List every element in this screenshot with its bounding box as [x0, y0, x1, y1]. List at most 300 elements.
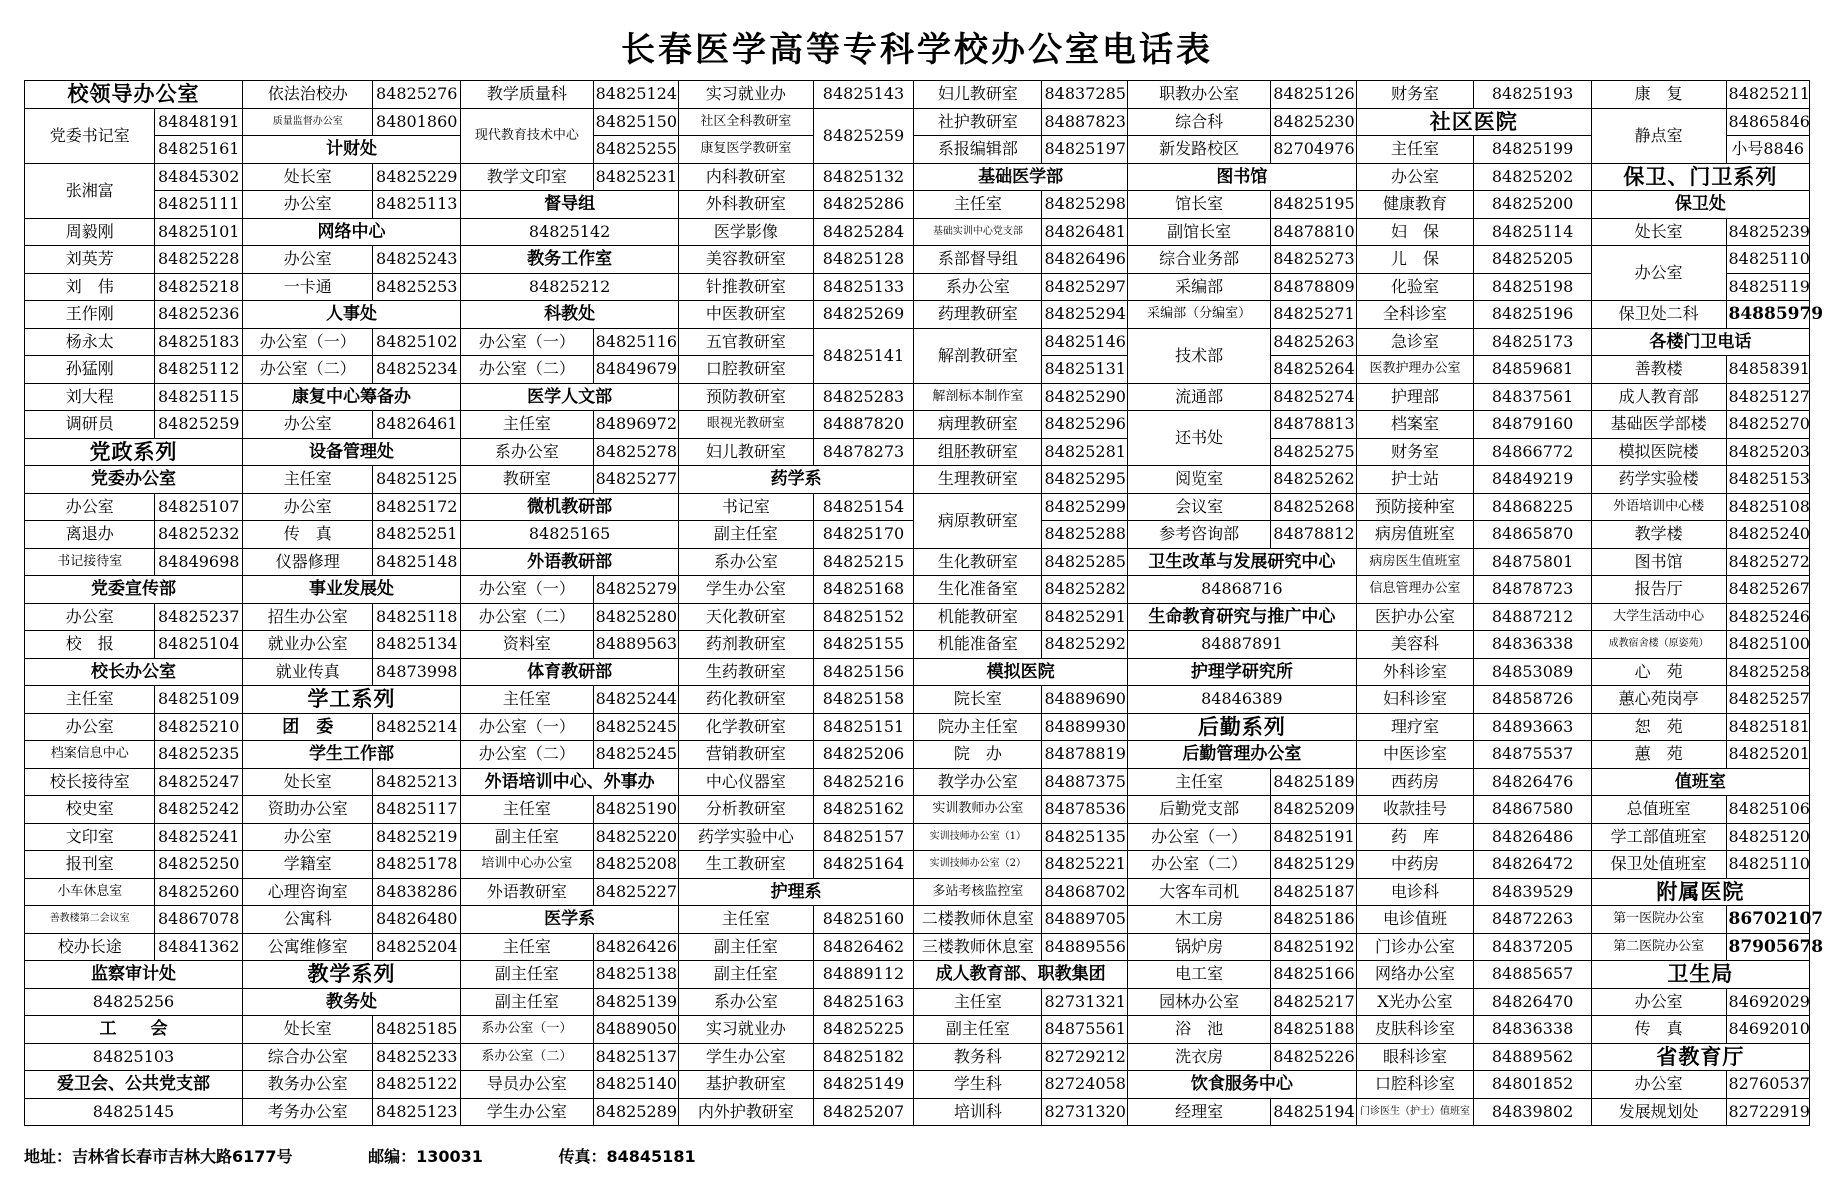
- table-cell: 84825296: [1042, 411, 1128, 439]
- table-cell: 馆长室: [1127, 191, 1270, 219]
- table-cell: 84875801: [1474, 548, 1592, 576]
- table-cell: 84868225: [1474, 493, 1592, 521]
- table-cell: 学生办公室: [679, 1043, 814, 1071]
- table-cell: 84825206: [813, 741, 913, 769]
- table-cell: 基护教研室: [679, 1071, 814, 1099]
- table-cell: 收款挂号: [1356, 796, 1474, 824]
- table-cell: 眼科诊室: [1356, 1043, 1474, 1071]
- table-cell: 办公室: [25, 713, 155, 741]
- table-cell: 学生科: [914, 1071, 1042, 1099]
- table-cell: 84865846: [1726, 108, 1810, 136]
- table-cell: 84826481: [1042, 218, 1128, 246]
- table-cell: 园林办公室: [1127, 988, 1270, 1016]
- table-cell: 病原教研室: [914, 493, 1042, 548]
- table-cell: 病房医生值班室: [1356, 548, 1474, 576]
- table-cell: 84868716: [1127, 576, 1356, 604]
- table-cell: 主任室: [914, 191, 1042, 219]
- table-cell: 实习就业办: [679, 1016, 814, 1044]
- table-cell: 84825241: [155, 823, 243, 851]
- table-cell: 84825140: [593, 1071, 679, 1099]
- table-cell: 预防教研室: [679, 383, 814, 411]
- table-cell: 办公室: [243, 411, 373, 439]
- table-cell: 84825173: [1474, 328, 1592, 356]
- table-cell: 传 真: [243, 521, 373, 549]
- table-cell: 主任室: [461, 686, 594, 714]
- table-cell: 公寓科: [243, 906, 373, 934]
- table-cell: 84825212: [461, 273, 679, 301]
- table-cell: 处长室: [243, 163, 373, 191]
- table-cell: 全科诊室: [1356, 301, 1474, 329]
- table-cell: 校办长途: [25, 933, 155, 961]
- table-row: [25, 576, 1810, 604]
- table-cell: 84825272: [1726, 548, 1810, 576]
- table-cell: 系办公室: [679, 548, 814, 576]
- table-cell: 84825299: [1042, 493, 1128, 521]
- table-cell: 处长室: [243, 1016, 373, 1044]
- table-cell: 教学文印室: [461, 163, 594, 191]
- table-cell: 84825157: [813, 823, 913, 851]
- table-cell: 84825277: [593, 466, 679, 494]
- table-cell: 杨永太: [25, 328, 155, 356]
- table-cell: 张湘富: [25, 163, 155, 218]
- table-cell: 公寓维修室: [243, 933, 373, 961]
- table-cell: 84896972: [593, 411, 679, 439]
- table-row: [25, 411, 1810, 439]
- table-row: [25, 796, 1810, 824]
- table-cell: 教学办公室: [914, 768, 1042, 796]
- table-cell: 医学系: [461, 906, 679, 934]
- table-cell: 理疗室: [1356, 713, 1474, 741]
- table-cell: 社区医院: [1356, 108, 1591, 136]
- table-cell: 84825273: [1271, 246, 1357, 274]
- table-cell: 84801852: [1474, 1071, 1592, 1099]
- table-cell: 84878810: [1271, 218, 1357, 246]
- table-cell: 84825269: [813, 301, 913, 329]
- table-cell: 办公室（一）: [1127, 823, 1270, 851]
- table-cell: 84825258: [1726, 658, 1810, 686]
- table-cell: 84825278: [593, 438, 679, 466]
- table-cell: 82704976: [1271, 136, 1357, 164]
- table-cell: 84853089: [1474, 658, 1592, 686]
- table-cell: 84825166: [1271, 961, 1357, 989]
- table-cell: 社区全科教研室: [679, 108, 814, 136]
- table-cell: 教务处: [243, 988, 461, 1016]
- table-cell: 84825154: [813, 493, 913, 521]
- table-cell: 实训教师办公室: [914, 796, 1042, 824]
- table-cell: 善教楼第二会议室: [25, 906, 155, 934]
- table-cell: 84825244: [593, 686, 679, 714]
- table-cell: 监察审计处: [25, 961, 243, 989]
- table-cell: 84825139: [593, 988, 679, 1016]
- table-cell: 84825213: [373, 768, 461, 796]
- table-row: [25, 741, 1810, 769]
- table-row: [25, 273, 1810, 301]
- table-cell: 网络办公室: [1356, 961, 1474, 989]
- table-cell: 就业传真: [243, 658, 373, 686]
- table-cell: 84825205: [1474, 246, 1592, 274]
- table-cell: 84825138: [593, 961, 679, 989]
- table-cell: 84825155: [813, 631, 913, 659]
- table-cell: 机能准备室: [914, 631, 1042, 659]
- table-cell: 就业办公室: [243, 631, 373, 659]
- table-cell: 医学人文部: [461, 383, 679, 411]
- table-cell: 84825101: [155, 218, 243, 246]
- table-cell: 洗衣房: [1127, 1043, 1270, 1071]
- table-cell: 84825259: [813, 108, 913, 163]
- table-cell: 84825203: [1726, 438, 1810, 466]
- table-row: [25, 163, 1810, 191]
- table-cell: 二楼教师休息室: [914, 906, 1042, 934]
- table-cell: 针推教研室: [679, 273, 814, 301]
- table-cell: 内外护教研室: [679, 1098, 814, 1126]
- table-cell: 84692029: [1726, 988, 1810, 1016]
- table-cell: 后勤系列: [1127, 713, 1356, 741]
- table-cell: 参考咨询部: [1127, 521, 1270, 549]
- table-cell: 办公室（二）: [1127, 851, 1270, 879]
- table-cell: 84825220: [593, 823, 679, 851]
- footer-postcode: 邮编：130031: [368, 1147, 483, 1166]
- table-cell: 招生办公室: [243, 603, 373, 631]
- table-cell: 84825122: [373, 1071, 461, 1099]
- table-cell: 84825117: [373, 796, 461, 824]
- table-cell: 模拟医院楼: [1591, 438, 1726, 466]
- table-cell: 解剖标本制作室: [914, 383, 1042, 411]
- table-row: [25, 1071, 1810, 1099]
- table-cell: 系办公室: [679, 988, 814, 1016]
- table-cell: 党委办公室: [25, 466, 243, 494]
- table-cell: 多站考核监控室: [914, 878, 1042, 906]
- table-cell: 84825250: [155, 851, 243, 879]
- table-cell: 经理室: [1127, 1098, 1270, 1126]
- table-cell: 生命教育研究与推广中心: [1127, 603, 1356, 631]
- table-cell: 84825151: [813, 713, 913, 741]
- table-cell: 成教宿舍楼（原姿苑）: [1591, 631, 1726, 659]
- table-cell: 第二医院办公室: [1591, 933, 1726, 961]
- table-cell: 发展规划处: [1591, 1098, 1726, 1126]
- table-cell: 电诊科: [1356, 878, 1474, 906]
- table-cell: 84825199: [1474, 136, 1592, 164]
- table-cell: 办公室（一）: [461, 576, 594, 604]
- table-row: [25, 686, 1810, 714]
- table-cell: 84825194: [1271, 1098, 1357, 1126]
- table-cell: 84826486: [1474, 823, 1592, 851]
- table-cell: 办公室: [1591, 1071, 1726, 1099]
- phone-directory-body: [25, 81, 1824, 1126]
- table-cell: 82760537: [1726, 1071, 1810, 1099]
- table-cell: 84889050: [593, 1016, 679, 1044]
- table-row: [25, 466, 1810, 494]
- table-cell: 基础医学部: [914, 163, 1128, 191]
- table-cell: 84825247: [155, 768, 243, 796]
- table-cell: 小号8846: [1726, 136, 1810, 164]
- table-cell: 教学质量科: [461, 81, 594, 109]
- table-cell: 刘英芳: [25, 246, 155, 274]
- table-cell: 考务办公室: [243, 1098, 373, 1126]
- table-cell: 副馆长室: [1127, 218, 1270, 246]
- table-cell: 外语培训中心、外事办: [461, 768, 679, 796]
- table-cell: 84825289: [593, 1098, 679, 1126]
- table-cell: 团 委: [243, 713, 373, 741]
- table-cell: 84887212: [1474, 603, 1592, 631]
- table-cell: 化学教研室: [679, 713, 814, 741]
- table-cell: 84836338: [1474, 1016, 1592, 1044]
- table-cell: 院办主任室: [914, 713, 1042, 741]
- table-cell: 设备管理处: [243, 438, 461, 466]
- table-cell: 保卫、门卫系列: [1591, 163, 1809, 191]
- table-cell: 84825106: [1726, 796, 1810, 824]
- table-cell: 资料室: [461, 631, 594, 659]
- table-cell: 84825218: [155, 273, 243, 301]
- table-cell: 妇 保: [1356, 218, 1474, 246]
- table-cell: 84825253: [373, 273, 461, 301]
- table-cell: 84825160: [813, 906, 913, 934]
- table-cell: 护士站: [1356, 466, 1474, 494]
- table-cell: 84825207: [813, 1098, 913, 1126]
- table-cell: 84825257: [1726, 686, 1810, 714]
- table-cell: 校史室: [25, 796, 155, 824]
- table-cell: 校长接待室: [25, 768, 155, 796]
- table-cell: 84858391: [1726, 356, 1810, 384]
- table-cell: 事业发展处: [243, 576, 461, 604]
- table-cell: 药学实验中心: [679, 823, 814, 851]
- table-cell: 电工室: [1127, 961, 1270, 989]
- table-cell: 护理部: [1356, 383, 1474, 411]
- table-cell: 康复中心筹备办: [243, 383, 461, 411]
- table-cell: 84826426: [593, 933, 679, 961]
- table-cell: 84825255: [593, 136, 679, 164]
- table-cell: 84825242: [155, 796, 243, 824]
- table-cell: 84873998: [373, 658, 461, 686]
- table-cell: 化验室: [1356, 273, 1474, 301]
- table-cell: 84825149: [813, 1071, 913, 1099]
- table-cell: 84826476: [1474, 768, 1592, 796]
- table-cell: 84825297: [1042, 273, 1128, 301]
- table-cell: 成人教育部、职教集团: [914, 961, 1128, 989]
- table-cell: 校长办公室: [25, 658, 243, 686]
- table-cell: 84825274: [1271, 383, 1357, 411]
- table-cell: 84825126: [1271, 81, 1357, 109]
- table-cell: 84889562: [1474, 1043, 1592, 1071]
- table-cell: 84879160: [1474, 411, 1592, 439]
- table-cell: 三楼教师休息室: [914, 933, 1042, 961]
- table-cell: 84825229: [373, 163, 461, 191]
- table-cell: 学生办公室: [461, 1098, 594, 1126]
- table-cell: 图书馆: [1591, 548, 1726, 576]
- table-cell: 84825150: [593, 108, 679, 136]
- table-cell: 84825120: [1726, 823, 1810, 851]
- table-cell: 康复医学教研室: [679, 136, 814, 164]
- table-cell: 会议室: [1127, 493, 1270, 521]
- table-cell: 资助办公室: [243, 796, 373, 824]
- table-cell: 84825164: [813, 851, 913, 879]
- table-cell: 现代教育技术中心: [461, 108, 594, 163]
- table-cell: 学生办公室: [679, 576, 814, 604]
- table-cell: 84825134: [373, 631, 461, 659]
- table-cell: 84825231: [593, 163, 679, 191]
- table-cell: 模拟医院: [914, 658, 1128, 686]
- table-cell: 心 苑: [1591, 658, 1726, 686]
- table-cell: 84825100: [1726, 631, 1810, 659]
- table-cell: 办公室: [243, 823, 373, 851]
- table-cell: 档案信息中心: [25, 741, 155, 769]
- table-cell: 84825232: [155, 521, 243, 549]
- table-cell: 外科教研室: [679, 191, 814, 219]
- table-cell: 离退办: [25, 521, 155, 549]
- table-cell: 84825108: [1726, 493, 1810, 521]
- table-cell: 84875537: [1474, 741, 1592, 769]
- table-cell: 后勤党支部: [1127, 796, 1270, 824]
- table-cell: 84825152: [813, 603, 913, 631]
- table-cell: 84825260: [155, 878, 243, 906]
- table-cell: 84825211: [1726, 81, 1810, 109]
- table-cell: 木工房: [1127, 906, 1270, 934]
- table-cell: 84825202: [1474, 163, 1592, 191]
- table-cell: 84825292: [1042, 631, 1128, 659]
- table-cell: 财务室: [1356, 81, 1474, 109]
- table-cell: 办公室（二）: [243, 356, 373, 384]
- table-cell: 书记室: [679, 493, 814, 521]
- table-cell: 系部督导组: [914, 246, 1042, 274]
- table-cell: 84825145: [25, 1098, 243, 1126]
- table-cell: 84889705: [1042, 906, 1128, 934]
- table-row: [25, 961, 1810, 989]
- table-cell: 84837205: [1474, 933, 1592, 961]
- table-cell: 电诊值班: [1356, 906, 1474, 934]
- table-cell: 84825109: [155, 686, 243, 714]
- table-cell: 药学系: [679, 466, 914, 494]
- table-cell: 成人教育部: [1591, 383, 1726, 411]
- table-cell: 技术部: [1127, 328, 1270, 383]
- table-cell: 84825243: [373, 246, 461, 274]
- table-cell: 副主任室: [461, 988, 594, 1016]
- table-cell: 84825298: [1042, 191, 1128, 219]
- table-cell: 社护教研室: [914, 108, 1042, 136]
- table-cell: 84825267: [1726, 576, 1810, 604]
- table-cell: 84825200: [1474, 191, 1592, 219]
- table-cell: 微机教研部: [461, 493, 679, 521]
- table-cell: 学工系列: [243, 686, 461, 714]
- table-cell: 84825110: [1726, 851, 1810, 879]
- table-cell: 84825246: [1726, 603, 1810, 631]
- table-row: [25, 108, 1810, 136]
- table-cell: 生化教研室: [914, 548, 1042, 576]
- table-cell: 内科教研室: [679, 163, 814, 191]
- table-cell: 84868702: [1042, 878, 1128, 906]
- table-cell: 药理教研室: [914, 301, 1042, 329]
- table-cell: 84885979: [1726, 301, 1810, 329]
- table-cell: 保卫处二科: [1591, 301, 1726, 329]
- table-cell: 副主任室: [461, 961, 594, 989]
- table-cell: 副主任室: [679, 961, 814, 989]
- table-cell: 84825189: [1271, 768, 1357, 796]
- table-row: [25, 631, 1810, 659]
- table-cell: 病理教研室: [914, 411, 1042, 439]
- table-cell: 84825259: [155, 411, 243, 439]
- table-cell: 84887823: [1042, 108, 1128, 136]
- table-cell: 84825186: [1271, 906, 1357, 934]
- table-cell: 84825245: [593, 741, 679, 769]
- table-cell: 书记接待室: [25, 548, 155, 576]
- table-cell: 眼视光教研室: [679, 411, 814, 439]
- table-cell: 职教办公室: [1127, 81, 1270, 109]
- table-cell: 84878809: [1271, 273, 1357, 301]
- table-row: [25, 768, 1810, 796]
- table-cell: 84825285: [1042, 548, 1128, 576]
- table-cell: 善教楼: [1591, 356, 1726, 384]
- table-cell: 84825197: [1042, 136, 1128, 164]
- table-cell: 办公室: [25, 603, 155, 631]
- table-cell: 皮肤科诊室: [1356, 1016, 1474, 1044]
- table-cell: 档案室: [1356, 411, 1474, 439]
- table-cell: 恕 苑: [1591, 713, 1726, 741]
- table-cell: 84825268: [1271, 493, 1357, 521]
- table-cell: 84889112: [813, 961, 913, 989]
- table-cell: 中医教研室: [679, 301, 814, 329]
- table-cell: 84825210: [155, 713, 243, 741]
- table-cell: 办公室: [243, 191, 373, 219]
- table-cell: 处长室: [1591, 218, 1726, 246]
- table-cell: 84825219: [373, 823, 461, 851]
- table-cell: 护理系: [679, 878, 914, 906]
- table-cell: 第一医院办公室: [1591, 906, 1726, 934]
- table-cell: 84825163: [813, 988, 913, 1016]
- table-cell: 实习就业办: [679, 81, 814, 109]
- table-cell: 84825132: [813, 163, 913, 191]
- table-cell: 84825228: [155, 246, 243, 274]
- table-cell: 84825146: [1042, 328, 1128, 356]
- table-cell: 84878813: [1271, 411, 1357, 439]
- table-cell: 84825102: [373, 328, 461, 356]
- table-cell: 副主任室: [461, 823, 594, 851]
- table-cell: 84825113: [373, 191, 461, 219]
- table-cell: 84825118: [373, 603, 461, 631]
- table-cell: 药学实验楼: [1591, 466, 1726, 494]
- table-cell: 84838286: [373, 878, 461, 906]
- table-cell: 基础实训中心党支部: [914, 218, 1042, 246]
- table-cell: 系办公室: [914, 273, 1042, 301]
- table-cell: 84889563: [593, 631, 679, 659]
- table-cell: 84867078: [155, 906, 243, 934]
- table-cell: 采编部（分编室）: [1127, 301, 1270, 329]
- table-cell: 84826462: [813, 933, 913, 961]
- table-cell: 84825245: [593, 713, 679, 741]
- table-cell: 主任室: [1127, 768, 1270, 796]
- table-cell: 84825111: [155, 191, 243, 219]
- table-cell: 门诊医生（护士）值班室: [1356, 1098, 1474, 1126]
- table-cell: 84848191: [155, 108, 243, 136]
- table-cell: 84825226: [1271, 1043, 1357, 1071]
- table-cell: 84825279: [593, 576, 679, 604]
- table-cell: 西药房: [1356, 768, 1474, 796]
- table-cell: 82722919: [1726, 1098, 1810, 1126]
- table-cell: 静点室: [1591, 108, 1726, 163]
- table-cell: 84825239: [1726, 218, 1810, 246]
- table-cell: 84866772: [1474, 438, 1592, 466]
- table-cell: 生化准备室: [914, 576, 1042, 604]
- table-cell: 84867580: [1474, 796, 1592, 824]
- table-cell: 办公室: [1591, 246, 1726, 301]
- table-cell: 主任室: [914, 988, 1042, 1016]
- table-cell: 机能教研室: [914, 603, 1042, 631]
- table-cell: 84825137: [593, 1043, 679, 1071]
- table-cell: 阅览室: [1127, 466, 1270, 494]
- table-cell: 美容教研室: [679, 246, 814, 274]
- table-cell: 84825165: [461, 521, 679, 549]
- table-cell: 84825112: [155, 356, 243, 384]
- table-cell: 浴 池: [1127, 1016, 1270, 1044]
- table-cell: 84887375: [1042, 768, 1128, 796]
- table-cell: 84825192: [1271, 933, 1357, 961]
